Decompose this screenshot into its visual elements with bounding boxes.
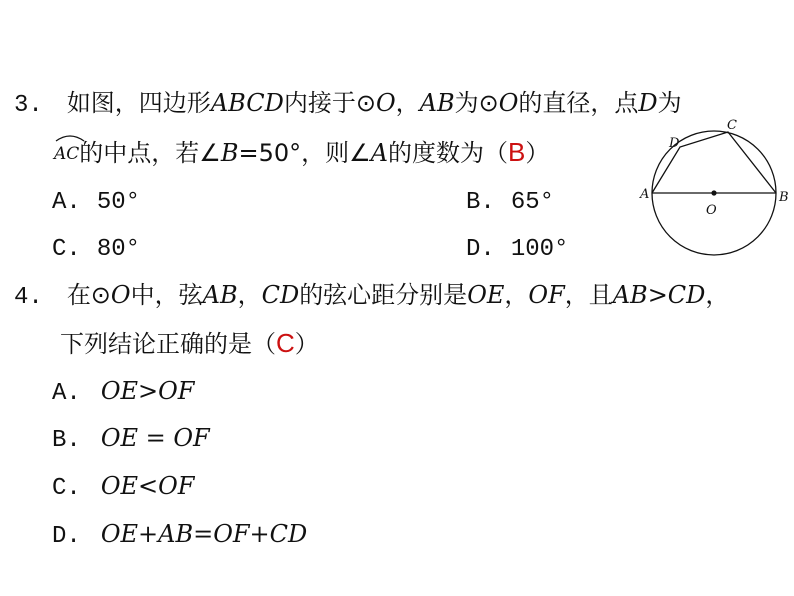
q4-line-1: 4. 在⊙O中，弦AB，CD的弦心距分别是OE，OF，且AB>CD， bbox=[14, 281, 730, 311]
label-d: D bbox=[669, 136, 680, 151]
q3-option-d: D. 100° bbox=[466, 236, 569, 263]
q3-option-c: C. 80° bbox=[52, 236, 141, 263]
q3-line-1: 3. 如图，四边形ABCD内接于⊙O，AB为⊙O的直径，点D为 bbox=[14, 89, 682, 119]
center-dot bbox=[711, 190, 716, 195]
label-a: A bbox=[640, 187, 650, 202]
arc-ac-symbol: AC bbox=[54, 139, 79, 169]
inscribed-quadrilateral-figure bbox=[636, 116, 792, 258]
q4-line-2: 下列结论正确的是（C） bbox=[60, 328, 319, 358]
arc-mark-icon bbox=[54, 132, 86, 142]
label-c: C bbox=[727, 118, 737, 133]
q4-number: 4. bbox=[14, 284, 43, 311]
q3-option-a: A. 50° bbox=[52, 189, 141, 216]
q4-option-a: A. OE>OF bbox=[52, 377, 195, 407]
q3-option-b: B. 65° bbox=[466, 189, 555, 216]
q4-option-b: B. OE = OF bbox=[52, 424, 210, 454]
q3-line-2: AC的中点，若∠B=50°，则∠A的度数为（B） bbox=[54, 137, 549, 169]
label-o: O bbox=[706, 203, 717, 218]
q4-option-d: D. OE+AB=OF+CD bbox=[52, 520, 308, 550]
q3-number: 3. bbox=[14, 92, 43, 119]
label-b: B bbox=[779, 190, 789, 205]
q4-option-c: C. OE<OF bbox=[52, 472, 195, 502]
q3-answer: B bbox=[507, 137, 526, 167]
q4-answer: C bbox=[276, 328, 295, 358]
